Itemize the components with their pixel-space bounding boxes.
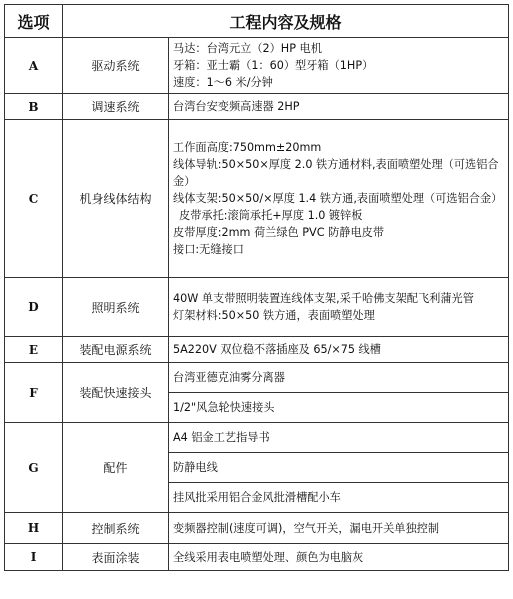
- table-row: [5, 423, 509, 453]
- table-row: [5, 363, 509, 393]
- row-content: [169, 38, 509, 94]
- row-name: 控制系统: [63, 513, 169, 544]
- row-name: 调速系统: [63, 94, 169, 120]
- content-line: 牙箱：亚士霸（1：60）型牙箱（1HP）: [173, 59, 374, 72]
- row-name: 装配电源系统: [63, 337, 169, 363]
- spec-table: [4, 4, 509, 571]
- row-content: [169, 337, 509, 363]
- item-text: A4 铝金工艺指导书: [173, 431, 270, 444]
- content-line: 全线采用表电喷塑处理、颜色为电脑灰: [173, 550, 364, 564]
- row-name: 配件: [63, 423, 169, 513]
- row-code: D: [5, 278, 63, 337]
- row-name: 驱动系统: [63, 38, 169, 94]
- table-row: [5, 278, 509, 337]
- row-content: [169, 544, 509, 571]
- content-line: 40W 单支带照明装置连线体支架,采千哈佛支架配飞利蒲光管: [173, 292, 474, 305]
- content-line: 台湾台安变频高速器 2HP: [173, 100, 300, 113]
- row-code: A: [5, 38, 63, 94]
- header-option: 选项: [5, 5, 63, 38]
- row-item: [169, 453, 509, 483]
- item-text: 1/2"风急轮快速接头: [173, 401, 275, 414]
- content-line: 接口:无缝接口: [173, 243, 244, 256]
- row-name: 表面涂装: [63, 544, 169, 571]
- row-content: [169, 513, 509, 544]
- content-line: 5A220V 双位稳不落插座及 65/×75 线槽: [173, 343, 381, 356]
- content-line: 线体支架:50×50/×厚度 1.4 铁方通,表面喷塑处理（可选铝合金）: [173, 192, 503, 205]
- table-row: [5, 544, 509, 571]
- row-code: E: [5, 337, 63, 363]
- row-code: H: [5, 513, 63, 544]
- row-content: [169, 278, 509, 337]
- content-line: 马达：台湾元立（2）HP 电机: [173, 42, 322, 55]
- row-item: [169, 363, 509, 393]
- content-line: 变频器控制(速度可调)，空气开关，漏电开关单独控制: [173, 521, 440, 535]
- item-text: 防静电线: [173, 461, 218, 474]
- content-line: 工作面高度:750mm±20mm: [173, 141, 322, 154]
- table-row: [5, 337, 509, 363]
- item-text: 挂风批采用铝合金风批滑槽配小车: [173, 491, 341, 504]
- content-line: 线体导轨:50×50×厚度 2.0 铁方通材料,表面喷塑处理（可选铝合金）: [173, 158, 499, 188]
- item-text: 台湾亚德克油雾分离器: [173, 371, 285, 384]
- row-name: 机身线体结构: [63, 120, 169, 278]
- row-name: 照明系统: [63, 278, 169, 337]
- content-line: 皮带厚度:2mm 荷兰绿色 PVC 防静电皮带: [173, 226, 385, 239]
- row-content: [169, 120, 509, 278]
- table-header-row: [5, 5, 509, 38]
- content-line: 速度：1～6 米/分钟: [173, 76, 273, 89]
- row-code: B: [5, 94, 63, 120]
- row-code: I: [5, 544, 63, 571]
- table-row: [5, 94, 509, 120]
- row-item: [169, 393, 509, 423]
- table-row: [5, 38, 509, 94]
- row-name: 装配快速接头: [63, 363, 169, 423]
- row-code: C: [5, 120, 63, 278]
- content-line: 皮带承托:滚筒承托+厚度 1.0 镀锌板: [179, 209, 363, 222]
- table-row: [5, 120, 509, 278]
- row-item: [169, 483, 509, 513]
- table-row: [5, 513, 509, 544]
- row-code: G: [5, 423, 63, 513]
- content-line: 灯架材料:50×50 铁方通，表面喷塑处理: [173, 309, 375, 322]
- row-content: [169, 94, 509, 120]
- row-item: [169, 423, 509, 453]
- header-content-spec: 工程内容及规格: [63, 5, 509, 38]
- row-code: F: [5, 363, 63, 423]
